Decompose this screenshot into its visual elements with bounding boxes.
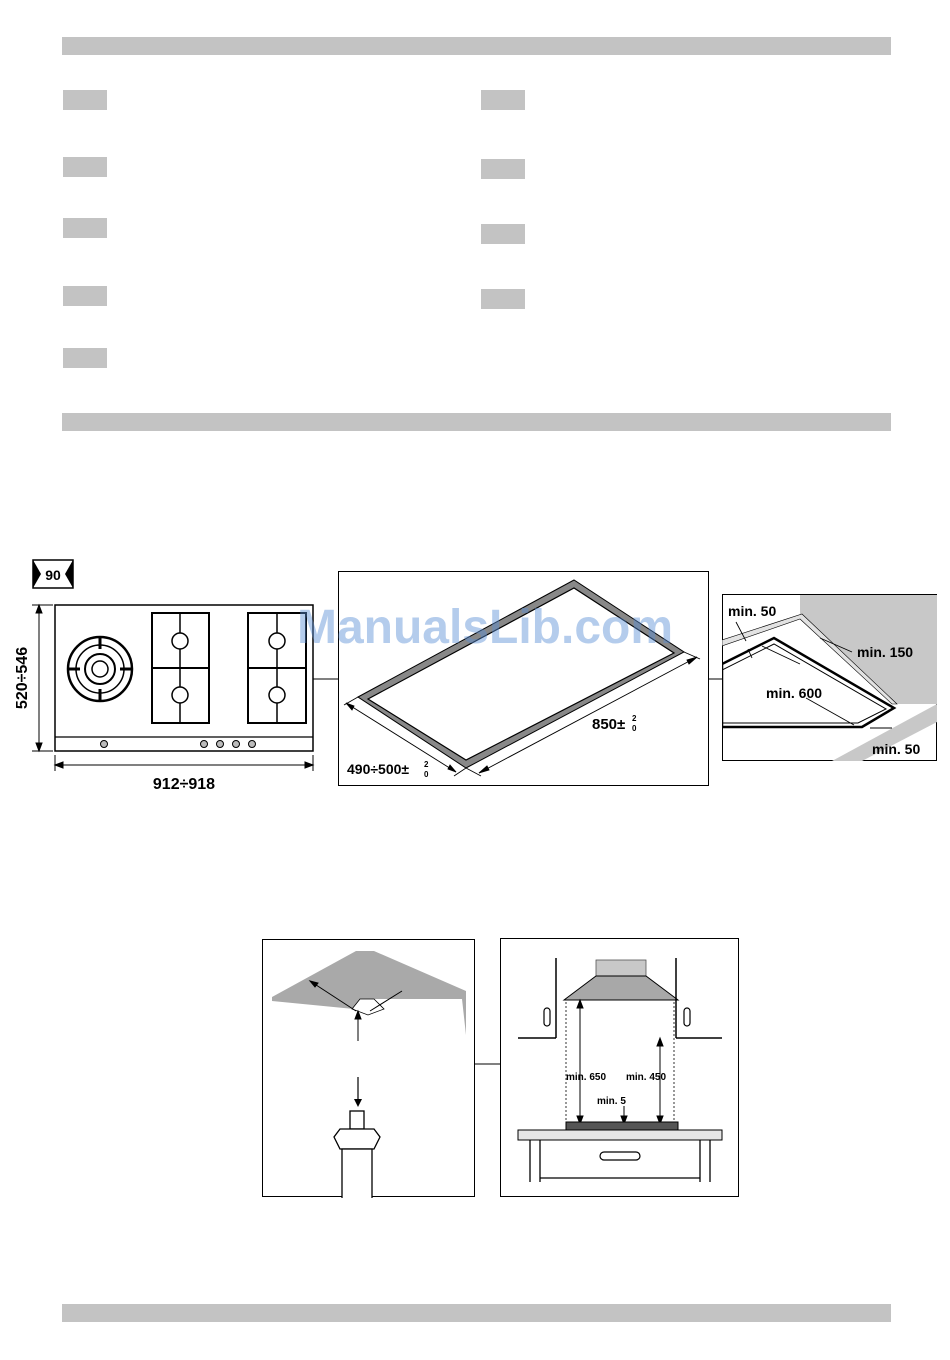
language-tag	[63, 348, 107, 368]
language-tag	[63, 90, 107, 110]
hood-left-distance-label: min. 650	[566, 1072, 607, 1083]
hood-right-distance-label: min. 450	[626, 1072, 667, 1083]
cutout-tol-lower: 0	[632, 724, 637, 733]
cutout-length-label: 850±	[592, 716, 626, 733]
watermark	[265, 598, 705, 658]
cutout-depth-label: 490÷500±	[347, 761, 410, 777]
connector-line	[474, 1055, 502, 1075]
clearance-figure	[722, 594, 938, 762]
cutout-depth-tol-lower: 0	[424, 770, 429, 779]
language-tag	[481, 289, 525, 309]
language-tag	[481, 159, 525, 179]
language-tag	[63, 218, 107, 238]
clearance-top-left-label: min. 50	[728, 603, 777, 619]
hob-dimension-figure	[8, 555, 328, 800]
section-divider-bar	[62, 413, 891, 431]
hob-gap-label: min. 5	[597, 1096, 626, 1107]
top-header-bar	[62, 37, 891, 55]
language-tag	[63, 286, 107, 306]
gas-connection-figure	[262, 939, 476, 1198]
language-tag	[481, 224, 525, 244]
clearance-front-label: min. 50	[872, 741, 921, 757]
language-tag	[481, 90, 525, 110]
language-tag	[63, 157, 107, 177]
hood-distance-figure	[500, 938, 740, 1198]
size-badge	[33, 560, 73, 588]
clearance-centre-label: min. 600	[766, 685, 823, 701]
hob-width-label: 912÷918	[152, 776, 216, 793]
clearance-right-label: min. 150	[857, 644, 914, 660]
size-badge-label: 90	[45, 567, 61, 583]
bottom-footer-bar	[62, 1304, 891, 1322]
cutout-depth-tol-upper: 2	[424, 760, 429, 769]
hob-depth-label: 520÷546	[14, 646, 31, 710]
cutout-tol-upper: 2	[632, 714, 637, 723]
watermark-text: ManualsLib.com	[296, 601, 674, 654]
